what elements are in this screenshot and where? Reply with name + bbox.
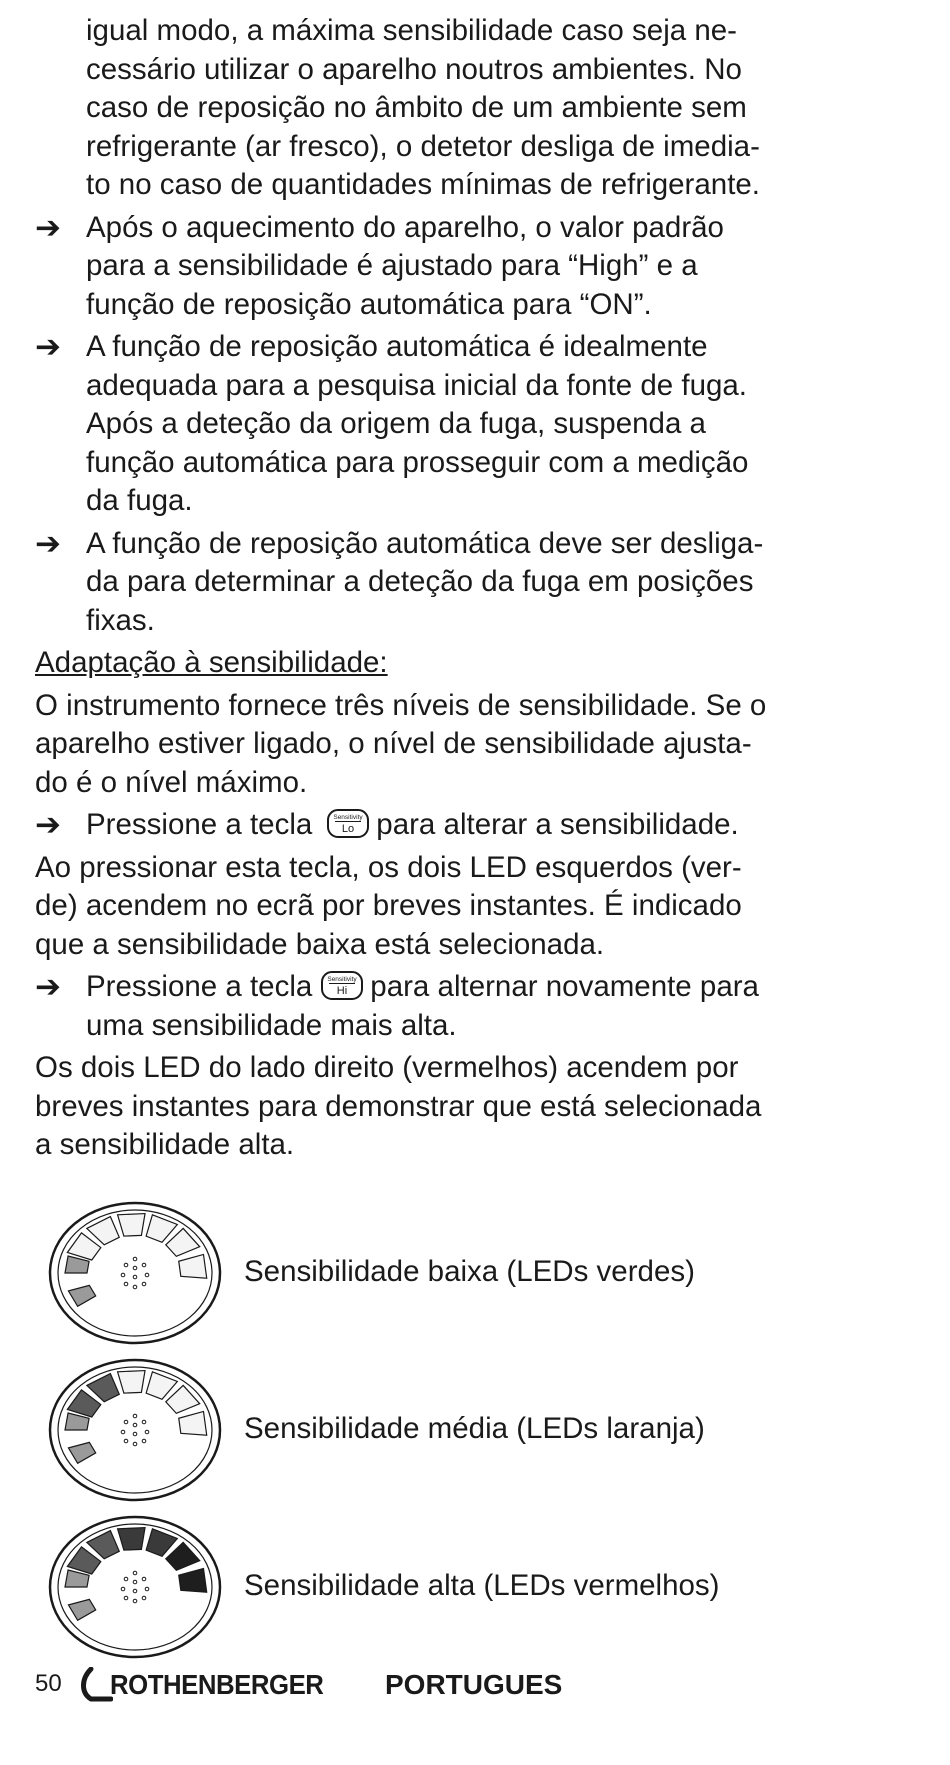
dial-grille-dot: [142, 1282, 146, 1286]
intro-line: to no caso de quantidades mínimas de refrigerante.: [86, 168, 760, 201]
step-text-before: Pressione a tecla: [86, 970, 313, 1003]
bullet-line: A função de reposição automática deve ser desliga-: [86, 526, 764, 560]
bullet-line: da para determinar a deteção da fuga em posições: [86, 565, 754, 598]
intro-line: cessário utilizar o aparelho noutros ambientes. No: [86, 52, 742, 86]
bullet-line: Após o aquecimento do aparelho, o valor padrão: [86, 210, 724, 244]
dial-grille-dot: [142, 1420, 146, 1424]
bullet-auto-reset-off: [35, 525, 915, 641]
page-footer: [35, 1665, 915, 1705]
dial-grille-dot: [133, 1414, 137, 1418]
led-dial-high-icon: [47, 1512, 227, 1662]
dial-grille-dot: [145, 1430, 149, 1434]
dial-grille-dot: [142, 1577, 146, 1581]
sensitivity-hi-key-icon: [320, 970, 364, 1001]
hi-result-paragraph: [35, 1049, 915, 1165]
dial-grille-dot: [145, 1273, 149, 1277]
dial-grille-dot: [133, 1442, 137, 1446]
para-line: do é o nível máximo.: [35, 765, 308, 799]
dial-grille-dot: [124, 1282, 128, 1286]
arrow-icon: ➔: [35, 969, 61, 1004]
dial-grille-dot: [121, 1430, 125, 1434]
arrow-icon: ➔: [35, 525, 61, 561]
dial-grille-dot: [133, 1285, 137, 1289]
bullet-line: adequada para a pesquisa inicial da fonte de fuga.: [86, 368, 747, 402]
dial-grille-dot: [121, 1273, 125, 1277]
dial-grille-dot: [133, 1571, 137, 1575]
dial-grille-dot: [124, 1577, 128, 1581]
para-line: de) acendem no ecrã por breves instantes. É indicado: [35, 889, 742, 922]
dial-grille-dot: [133, 1275, 137, 1279]
para-line: aparelho estiver ligado, o nível de sensibilidade ajusta-: [35, 727, 752, 760]
step-press-lo: [35, 806, 915, 845]
dial-grille-dot: [121, 1587, 125, 1591]
bullet-default-settings: [35, 209, 915, 325]
dial-grille-dot: [142, 1439, 146, 1443]
para-line: Os dois LED do lado direito (vermelhos) acendem por: [35, 1051, 739, 1084]
dial-grille-dot: [133, 1599, 137, 1603]
led-dial-medium-icon: [47, 1355, 227, 1505]
dial-grille-dot: [133, 1257, 137, 1261]
bullet-auto-reset-search: [35, 328, 915, 521]
led-dial-low-icon: [47, 1198, 227, 1348]
intro-line: caso de reposição no âmbito de um ambiente sem: [86, 91, 747, 124]
intro-line: refrigerante (ar fresco), o detetor desliga de imedia-: [86, 129, 760, 163]
arrow-icon: ➔: [35, 209, 61, 245]
step-text-after: para alternar novamente para: [370, 970, 759, 1003]
arrow-icon: ➔: [35, 807, 61, 842]
step-text-after: para alterar a sensibilidade.: [376, 808, 739, 841]
arrow-icon: ➔: [35, 329, 61, 364]
bullet-line: fixas.: [86, 603, 155, 637]
dial-grille-dot: [133, 1423, 137, 1427]
step-press-hi: [35, 968, 915, 1045]
figure-medium-sensitivity: [47, 1355, 867, 1505]
lo-result-paragraph: [35, 849, 915, 965]
key-bottom-label: Lo: [342, 823, 355, 835]
dial-grille-dot: [142, 1263, 146, 1267]
dial-grille-dot: [124, 1420, 128, 1424]
dial-grille-dot: [142, 1596, 146, 1600]
key-bottom-label: Hi: [337, 985, 348, 997]
bullet-line: da fuga.: [86, 484, 193, 517]
document-body: [35, 12, 915, 1169]
para-line: O instrumento fornece três níveis de sensibilidade. Se o: [35, 688, 767, 722]
intro-line: igual modo, a máxima sensibilidade caso seja ne-: [86, 14, 737, 47]
para-line: Ao pressionar esta tecla, os dois LED esquerdos (ver-: [35, 850, 742, 884]
para-line: a sensibilidade alta.: [35, 1128, 295, 1161]
dial-grille-dot: [133, 1580, 137, 1584]
sensitivity-intro-paragraph: [35, 687, 915, 803]
para-line: que a sensibilidade baixa está selecionada.: [35, 927, 605, 961]
step-text-before: Pressione a tecla: [86, 808, 313, 841]
key-top-label: Sensitivity: [333, 814, 363, 821]
dial-grille-dot: [133, 1266, 137, 1270]
dial-grille-dot: [133, 1432, 137, 1436]
key-top-label: Sensitivity: [327, 976, 357, 983]
step-text-line2: uma sensibilidade mais alta.: [86, 1008, 457, 1042]
language-label: PORTUGUES: [385, 1669, 563, 1700]
dial-grille-dot: [124, 1439, 128, 1443]
dial-grille-dot: [124, 1263, 128, 1267]
bullet-line: função de reposição automática para “ON”.: [86, 287, 652, 321]
sensitivity-lo-key-icon: [326, 808, 370, 839]
figure-label: Sensibilidade média (LEDs laranja): [244, 1412, 705, 1445]
bullet-line: Após a deteção da origem da fuga, suspenda a: [86, 407, 706, 440]
figure-high-sensitivity: [47, 1512, 867, 1662]
figure-low-sensitivity: [47, 1198, 867, 1348]
dial-grille-dot: [133, 1589, 137, 1593]
bullet-line: A função de reposição automática é idealmente: [86, 330, 708, 363]
rothenberger-logo-icon: [79, 1667, 113, 1703]
figure-label: Sensibilidade alta (LEDs vermelhos): [244, 1569, 720, 1602]
bullet-line: função automática para prosseguir com a medição: [86, 445, 749, 479]
page-number: 50: [35, 1670, 62, 1697]
figure-label: Sensibilidade baixa (LEDs verdes): [244, 1255, 695, 1288]
brand-name: ROTHENBERGER: [110, 1669, 324, 1700]
dial-grille-dot: [145, 1587, 149, 1591]
para-line: breves instantes para demonstrar que está selecionada: [35, 1089, 762, 1123]
dial-grille-dot: [124, 1596, 128, 1600]
bullet-line: para a sensibilidade é ajustado para “High” e a: [86, 249, 698, 282]
intro-paragraph: [35, 12, 915, 205]
section-heading: Adaptação à sensibilidade:: [35, 646, 388, 679]
